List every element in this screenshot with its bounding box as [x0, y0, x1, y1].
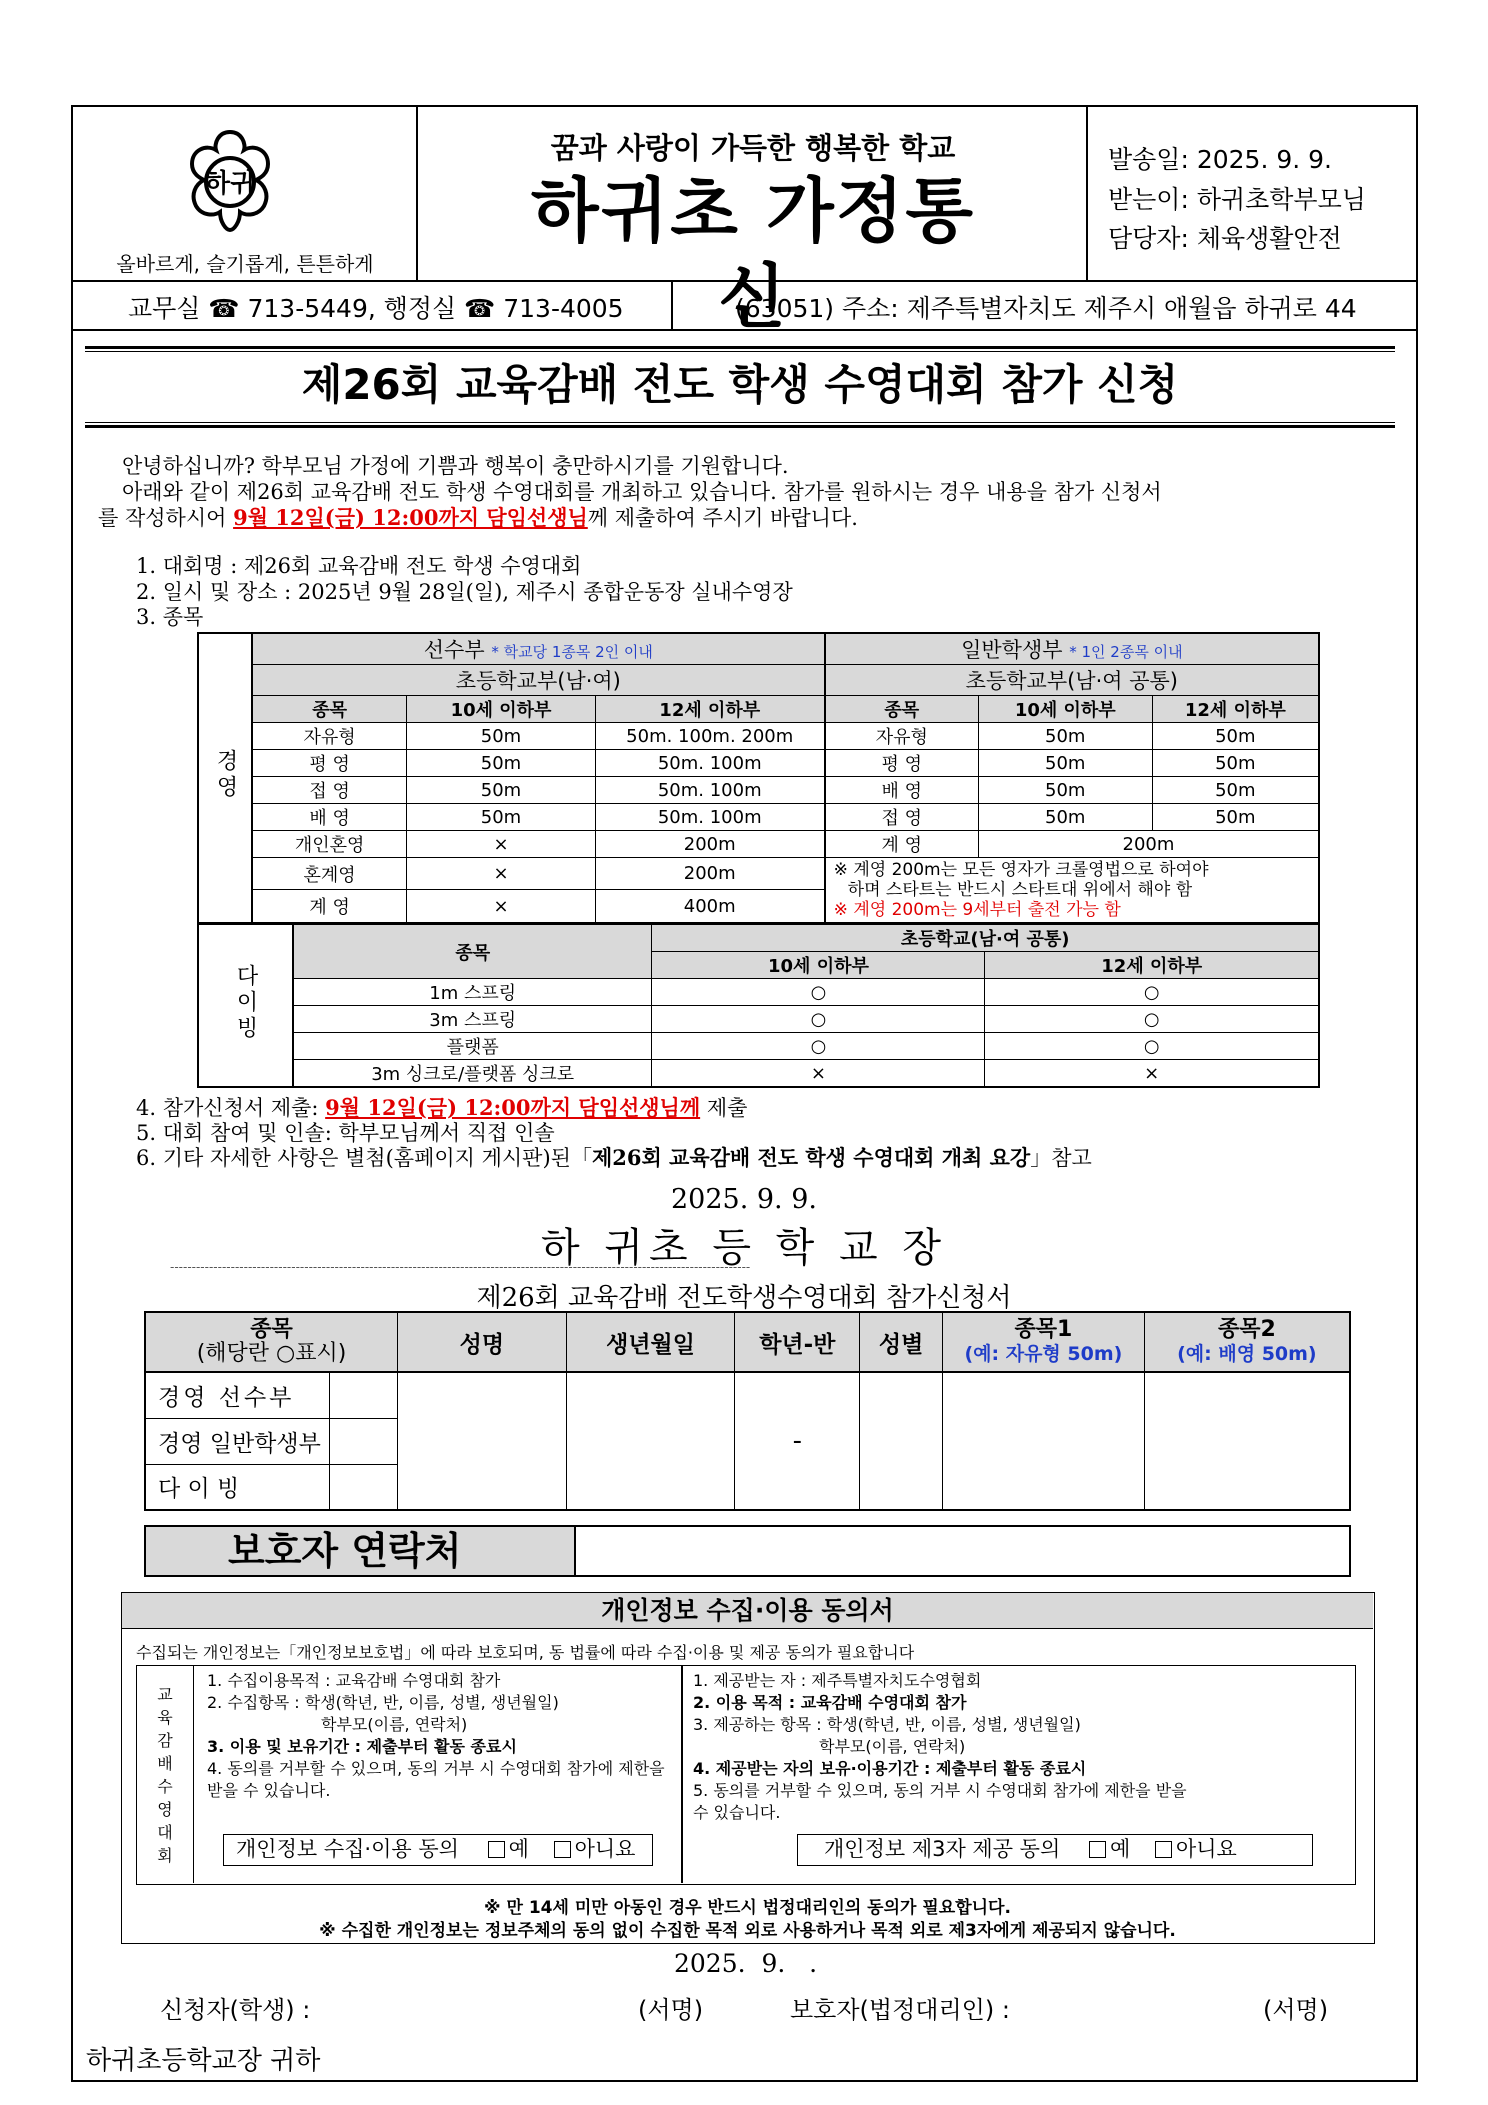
privacy-side-label: 교육감배수영대회	[157, 1684, 173, 1865]
events-table	[197, 632, 1320, 1088]
guardian-input[interactable]	[578, 1527, 1349, 1575]
event-u12: 50m. 100m	[595, 750, 824, 777]
event-u10: 50m	[407, 723, 596, 750]
form-col-event2-label: 종목2	[1217, 1317, 1276, 1342]
yes-label: 예	[1109, 1837, 1131, 1861]
logo-text: 하귀	[204, 169, 256, 199]
privacy-right-line: 수 있습니다.	[693, 1803, 781, 1822]
event-u12: 50m. 100m. 200m	[595, 723, 824, 750]
dive-name: 3m 싱크로/플랫폼 싱크로	[293, 1060, 652, 1088]
motto-title: 꿈과 사랑이 가득한 행복한 학교	[550, 131, 956, 165]
checkbox-icon	[554, 1841, 571, 1858]
checkbox-icon	[1089, 1841, 1106, 1858]
dive-u10: ○	[652, 1033, 985, 1060]
col-u10: 10세 이하부	[652, 952, 985, 979]
collection-consent	[223, 1834, 653, 1866]
name-input-cell[interactable]	[398, 1372, 567, 1510]
form-col-gender: 성별	[860, 1312, 943, 1372]
dive-name: 1m 스프링	[293, 979, 652, 1006]
col-u12: 12세 이하부	[985, 952, 1319, 979]
dive-label	[198, 925, 293, 1088]
relay-name: 계 영	[825, 831, 979, 858]
event-name: 평 영	[825, 750, 979, 777]
event-u12: 50m	[1152, 804, 1319, 831]
form-row-dive: 다 이 빙	[145, 1464, 330, 1510]
form-col-event-sub: (해당란 ○표시)	[196, 1341, 347, 1366]
col-u10: 10세 이하부	[407, 696, 596, 723]
general-subheader: 초등학교부(남·여 공통)	[825, 665, 1319, 696]
principal-name: 하 귀초 등 학 교 장	[540, 1225, 948, 1271]
deadline-highlight: 9월 12일(금) 12:00까지 담임선생님께	[325, 1095, 701, 1120]
applicant-sign: (서명)	[638, 1996, 704, 2024]
collection-no[interactable]	[548, 1837, 636, 1861]
form-col-event1-label: 종목1	[1014, 1317, 1073, 1342]
event1-input-cell[interactable]	[943, 1372, 1145, 1510]
dive-u10: ○	[652, 979, 985, 1006]
form-col-event1-example: (예: 자유형 50m)	[964, 1343, 1123, 1365]
privacy-detail-box	[136, 1665, 1356, 1885]
guardian-label: 보호자 연락처	[146, 1527, 576, 1575]
privacy-note-2: ※ 수집한 개인정보는 정보주체의 동의 없이 수집한 목적 외로 사용하거나 목적 외로 제3자에게 제공되지 않습니다.	[319, 1921, 1176, 1941]
newsletter-title: 하귀초 가정통신	[530, 170, 976, 338]
recipient: 받는이: 하귀초학부모님	[1108, 185, 1366, 214]
no-label: 아니요	[574, 1837, 636, 1861]
addressee: 하귀초등학교장 귀하	[86, 2046, 321, 2076]
privacy-left-line: 2. 수집항목 : 학생(학년, 반, 이름, 성별, 생년월일)	[207, 1693, 559, 1712]
checkbox-icon	[1155, 1841, 1172, 1858]
event-u12: 50m	[1152, 723, 1319, 750]
athlete-title: 선수부	[423, 638, 485, 662]
general-note-line: ※ 계영 200m는 모든 영자가 크롤영법으로 하여야	[833, 860, 1209, 880]
collection-consent-label: 개인정보 수집·이용 동의	[236, 1837, 459, 1861]
third-party-consent-label: 개인정보 제3자 제공 동의	[824, 1837, 1061, 1861]
item-1: 1. 대회명 : 제26회 교육감배 전도 학생 수영대회	[136, 554, 582, 578]
dive-label-text: 다이빙	[233, 963, 258, 1042]
event-u10: ×	[407, 858, 596, 890]
privacy-left-line: 4. 동의를 거부할 수 있으며, 동의 거부 시 수영대회 참가에 제한을	[207, 1759, 665, 1778]
privacy-right-line: 2. 이용 목적 : 교육감배 수영대회 참가	[693, 1693, 967, 1712]
privacy-consent	[121, 1592, 1375, 1944]
school-phones: 교무실 ☎ 713-5449, 행정실 ☎ 713-4005	[128, 294, 624, 323]
athlete-note: * 학교당 1종목 2인 이내	[491, 643, 653, 661]
form-col-birth: 생년월일	[566, 1312, 735, 1372]
dive-u12: ○	[985, 1033, 1319, 1060]
school-logo	[184, 126, 276, 234]
event-u10: 50m	[978, 777, 1152, 804]
event-u12: 400m	[595, 890, 824, 923]
dive-name: 플랫폼	[293, 1033, 652, 1060]
form-col-event2	[1144, 1312, 1350, 1372]
privacy-divider	[681, 1666, 683, 1883]
event-name: 자유형	[825, 723, 979, 750]
event-u12: 200m	[595, 858, 824, 890]
col-event: 종목	[252, 696, 407, 723]
privacy-intro: 수집되는 개인정보는「개인정보보호법」에 따라 보호되며, 동 법률에 따라 수집·이용 및 제공 동의가 필요합니다	[136, 1643, 915, 1662]
item-6	[136, 1142, 1092, 1172]
relay-value: 200m	[978, 831, 1319, 858]
col-u12: 12세 이하부	[595, 696, 824, 723]
privacy-left-line: 1. 수집이용목적 : 교육감배 수영대회 참가	[207, 1671, 501, 1690]
document-title: 제26회 교육감배 전도 학생 수영대회 참가 신청	[301, 360, 1179, 409]
col-u10: 10세 이하부	[978, 696, 1152, 723]
privacy-side	[137, 1666, 194, 1883]
event-name: 혼계영	[252, 858, 407, 890]
event-name: 평 영	[252, 750, 407, 777]
guardian-sign-label: 보호자(법정대리인) :	[790, 1996, 1010, 2024]
form-row-general: 경영 일반학생부	[145, 1418, 330, 1464]
item-2: 2. 일시 및 장소 : 2025년 9월 28일(일), 제주시 종합운동장 실내수영장	[136, 580, 793, 604]
header-divider	[416, 105, 418, 281]
item-5: 5. 대회 참여 및 인솔: 학부모님께서 직접 인솔	[136, 1121, 555, 1145]
title-rule	[85, 422, 1395, 423]
privacy-left-line: 3. 이용 및 보유기간 : 제출부터 활동 종료시	[207, 1737, 517, 1756]
col-event: 종목	[293, 925, 652, 979]
form-col-event-label: 종목	[250, 1317, 293, 1342]
intro-line: 아래와 같이 제26회 교육감배 전도 학생 수영대회를 개최하고 있습니다. 참가를 원하시는 경우 내용을 참가 신청서	[122, 480, 1162, 504]
col-event: 종목	[825, 696, 979, 723]
general-check-cell[interactable]	[330, 1418, 398, 1464]
event2-input-cell[interactable]	[1144, 1372, 1350, 1510]
school-address: (63051) 주소: 제주특별자치도 제주시 애월읍 하귀로 44	[735, 294, 1357, 323]
privacy-right-line: 1. 제공받는 자 : 제주특별자치도수영협회	[693, 1671, 982, 1690]
dive-u12: ○	[985, 979, 1319, 1006]
athlete-header	[252, 633, 825, 665]
third-party-no[interactable]	[1149, 1837, 1237, 1861]
event-name: 개인혼영	[252, 831, 407, 858]
event-u12: 200m	[595, 831, 824, 858]
form-title: 제26회 교육감배 전도학생수영대회 참가신청서	[476, 1283, 1012, 1313]
privacy-left-line: 학부모(이름, 연락처)	[321, 1715, 468, 1734]
form-col-event1	[943, 1312, 1145, 1372]
general-header	[825, 633, 1319, 665]
application-date: 2025. 9. .	[674, 1949, 818, 1978]
dive-u10: ○	[652, 1006, 985, 1033]
col-u12: 12세 이하부	[1152, 696, 1319, 723]
athlete-check-cell[interactable]	[330, 1372, 398, 1418]
general-note-line: ※ 계영 200m는 9세부터 출전 가능 함	[833, 900, 1121, 920]
item-text: 제출	[700, 1096, 748, 1120]
event-u10: 50m	[407, 750, 596, 777]
privacy-left-line: 받을 수 있습니다.	[207, 1781, 331, 1800]
third-party-yes[interactable]	[1083, 1837, 1130, 1861]
title-rule	[85, 425, 1395, 428]
privacy-right-line: 3. 제공하는 항목 : 학생(학년, 반, 이름, 성별, 생년월일)	[693, 1715, 1081, 1734]
event-u10: ×	[407, 831, 596, 858]
signoff-date: 2025. 9. 9.	[671, 1184, 817, 1215]
event-u10: 50m	[978, 750, 1152, 777]
event-name: 접 영	[825, 804, 979, 831]
event-u10: 50m	[978, 804, 1152, 831]
header-divider	[1086, 105, 1088, 281]
swim-label-text: 경영	[213, 748, 238, 801]
item-3: 3. 종목	[136, 605, 204, 629]
athlete-subheader: 초등학교부(남·여)	[252, 665, 825, 696]
collection-yes[interactable]	[482, 1837, 529, 1861]
event-name: 계 영	[252, 890, 407, 923]
school-motto: 올바르게, 슬기롭게, 튼튼하게	[116, 252, 374, 276]
third-party-consent	[797, 1834, 1313, 1866]
event-name: 접 영	[252, 777, 407, 804]
dive-name: 3m 스프링	[293, 1006, 652, 1033]
privacy-title: 개인정보 수집·이용 동의서	[122, 1593, 1373, 1629]
privacy-right-line: 4. 제공받는 자의 보유·이용기간 : 제출부터 활동 종료시	[693, 1759, 1087, 1778]
form-col-grade: 학년-반	[735, 1312, 860, 1372]
general-title: 일반학생부	[961, 638, 1063, 662]
application-form	[144, 1311, 1351, 1511]
form-row-athlete: 경영 선수부	[145, 1372, 330, 1418]
guideline-title: 제26회 교육감배 전도 학생 수영대회 개최 요강	[591, 1145, 1031, 1170]
grade-input-cell[interactable]: -	[735, 1372, 860, 1510]
intro-text: 를 작성하시어	[98, 506, 234, 530]
yes-label: 예	[508, 1837, 529, 1861]
dive-u12: ○	[985, 1006, 1319, 1033]
event-name: 자유형	[252, 723, 407, 750]
form-col-event	[145, 1312, 398, 1372]
general-notes	[825, 858, 1319, 924]
event-u10: 50m	[978, 723, 1152, 750]
form-col-name: 성명	[398, 1312, 567, 1372]
guardian-contact-row	[144, 1525, 1351, 1577]
event-u10: 50m	[407, 777, 596, 804]
item-text: 6. 기타 자세한 사항은 별첨(홈페이지 게시판)된「	[136, 1146, 592, 1170]
event-u10: ×	[407, 890, 596, 923]
birth-input-cell[interactable]	[566, 1372, 735, 1510]
privacy-right-line: 5. 동의를 거부할 수 있으며, 동의 거부 시 수영대회 참가에 제한을 받을	[693, 1781, 1187, 1800]
privacy-right-line: 학부모(이름, 연락처)	[819, 1737, 966, 1756]
event-u10: 50m	[407, 804, 596, 831]
title-rule	[85, 346, 1395, 349]
privacy-left	[207, 1670, 665, 1802]
issue-date: 발송일: 2025. 9. 9.	[1108, 145, 1332, 174]
intro-line: 안녕하십니까? 학부모님 가정에 기쁨과 행복이 충만하시기를 기원합니다.	[122, 454, 789, 478]
event-u12: 50m. 100m	[595, 777, 824, 804]
cut-line: --------------------------------------------------------------------------------------------------------------------------------------	[170, 1260, 751, 1274]
gender-input-cell[interactable]	[860, 1372, 943, 1510]
item-text: 4. 참가신청서 제출:	[136, 1096, 326, 1120]
dive-u12: ×	[985, 1060, 1319, 1088]
guardian-sign: (서명)	[1263, 1996, 1329, 2024]
manager: 담당자: 체육생활안전	[1108, 224, 1342, 253]
checkbox-icon	[488, 1841, 505, 1858]
item-text: 」참고	[1030, 1146, 1092, 1170]
event-name: 배 영	[252, 804, 407, 831]
deadline-highlight: 9월 12일(금) 12:00까지 담임선생님	[233, 505, 588, 530]
dive-check-cell[interactable]	[330, 1464, 398, 1510]
event-u12: 50m	[1152, 777, 1319, 804]
no-label: 아니요	[1175, 1837, 1237, 1861]
event-u12: 50m	[1152, 750, 1319, 777]
dive-u10: ×	[652, 1060, 985, 1088]
applicant-label: 신청자(학생) :	[160, 1996, 311, 2024]
intro-line	[98, 502, 858, 532]
swim-label	[198, 633, 252, 923]
general-note: * 1인 2종목 이내	[1069, 643, 1183, 661]
general-note-line: 하며 스타트는 반드시 스타트대 위에서 해야 함	[847, 880, 1193, 900]
intro-text: 께 제출하여 주시기 바랍니다.	[587, 506, 858, 530]
dive-subheader: 초등학교(남·여 공통)	[652, 925, 1319, 952]
privacy-right	[693, 1670, 1187, 1824]
event-u12: 50m. 100m	[595, 804, 824, 831]
event-name: 배 영	[825, 777, 979, 804]
privacy-note-1: ※ 만 14세 미만 아동인 경우 반드시 법정대리인의 동의가 필요합니다.	[484, 1898, 1011, 1918]
form-col-event2-example: (예: 배영 50m)	[1177, 1343, 1317, 1365]
